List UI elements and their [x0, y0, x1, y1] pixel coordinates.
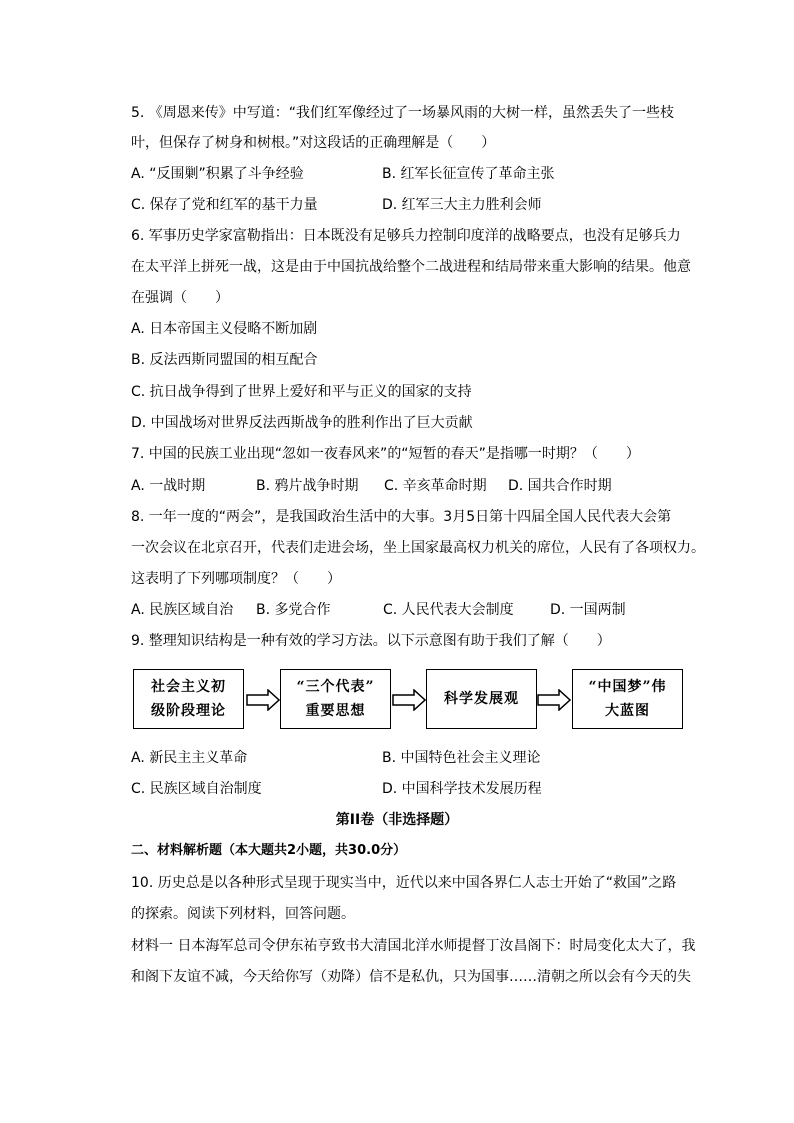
q9-stem-line-1: 9. 整理知识结构是一种有效的学习方法。以下示意图有助于我们了解（ ）	[131, 633, 611, 649]
q8-option-c: C. 人民代表大会制度	[383, 602, 514, 618]
flow-box-1	[133, 669, 244, 729]
q8-stem-line-2: 一次会议在北京召开，代表们走进会场，坐上国家最高权力机关的席位，人民有了各项权力。	[131, 540, 705, 556]
flow-box-4-label: “中国梦”伟 大蓝图	[588, 679, 667, 719]
q8-stem-line-3: 这表明了下列哪项制度？（ ）	[131, 571, 341, 587]
q7-option-a: A. 一战时期	[131, 478, 206, 494]
flow-arrow-1-icon	[246, 689, 280, 711]
q9-option-d: D. 中国科学技术发展历程	[382, 781, 542, 797]
q9-option-c: C. 民族区域自治制度	[131, 781, 262, 797]
part-2-title: 第II卷（非选择题）	[335, 812, 459, 828]
flow-box-1-label: 社会主义初 级阶段理论	[151, 679, 226, 719]
q7-option-c: C. 辛亥革命时期	[384, 478, 487, 494]
flow-box-4	[572, 669, 683, 729]
q5-option-c: C. 保存了党和红军的基干力量	[131, 197, 318, 213]
q6-option-a: A. 日本帝国主义侵略不断加剧	[131, 321, 318, 337]
q6-option-b: B. 反法西斯同盟国的相互配合	[131, 352, 318, 368]
q8-stem-line-1: 8. 一年一度的“两会”，是我国政治生活中的大事。3月5日第十四届全国人民代表大会第	[131, 509, 672, 525]
q5-stem-line-2: 叶，但保存了树身和树根。”对这段话的正确理解是（ ）	[131, 135, 496, 151]
q6-stem-line-3: 在强调（ ）	[131, 290, 229, 306]
flow-box-2	[280, 669, 391, 729]
q7-option-d: D. 国共合作时期	[508, 478, 612, 494]
q8-option-a: A. 民族区域自治	[131, 602, 234, 618]
q5-option-a: A. “反围剿”积累了斗争经验	[131, 166, 304, 182]
q8-option-b: B. 多党合作	[256, 602, 331, 618]
flow-box-3	[426, 669, 537, 729]
q6-stem-line-1: 6. 军事历史学家富勒指出：日本既没有足够兵力控制印度洋的战略要点，也没有足够兵力	[131, 228, 681, 244]
q5-option-b: B. 红军长征宣传了革命主张	[382, 166, 555, 182]
q7-stem-line-1: 7. 中国的民族工业出现“忽如一夜春风来”的“短暂的春天”是指哪一时期？（ ）	[131, 446, 640, 462]
q10-stem-line-2: 的探索。阅读下列材料，回答问题。	[131, 906, 355, 922]
q5-stem-line-1: 5. 《周恩来传》中写道：“我们红军像经过了一场暴风雨的大树一样，虽然丢失了一些枝	[131, 105, 675, 121]
flow-box-3-label: 科学发展观	[444, 691, 519, 707]
q6-option-d: D. 中国战场对世界反法西斯战争的胜利作出了巨大贡献	[131, 415, 473, 431]
q10-material-line-2: 和阁下友谊不减，今天给你写（劝降）信不是私仇，只为国事……清朝之所以会有今天的失	[131, 969, 691, 985]
flow-arrow-2-icon	[392, 689, 426, 711]
q9-option-b: B. 中国特色社会主义理论	[382, 750, 541, 766]
q7-option-b: B. 鸦片战争时期	[256, 478, 359, 494]
q5-option-d: D. 红军三大主力胜利会师	[382, 197, 542, 213]
q6-stem-line-2: 在太平洋上拼死一战，这是由于中国抗战给整个二战进程和结局带来重大影响的结果。他意	[131, 259, 691, 275]
flow-arrow-3-icon	[537, 689, 571, 711]
section-2-heading: 二、材料解析题（本大题共2小题，共30.0分）	[131, 843, 407, 858]
q8-option-d: D. 一国两制	[550, 602, 626, 618]
flow-box-2-label: “三个代表” 重要思想	[296, 679, 375, 719]
q10-material-line-1: 材料一 日本海军总司令伊东祐亨致书大清国北洋水师提督丁汝昌阁下：时局变化太大了，我	[131, 938, 696, 954]
q9-option-a: A. 新民主主义革命	[131, 750, 248, 766]
q10-stem-line-1: 10. 历史总是以各种形式呈现于现实当中，近代以来中国各界仁人志士开始了“救国”之路	[131, 875, 677, 891]
q6-option-c: C. 抗日战争得到了世界上爱好和平与正义的国家的支持	[131, 384, 472, 400]
